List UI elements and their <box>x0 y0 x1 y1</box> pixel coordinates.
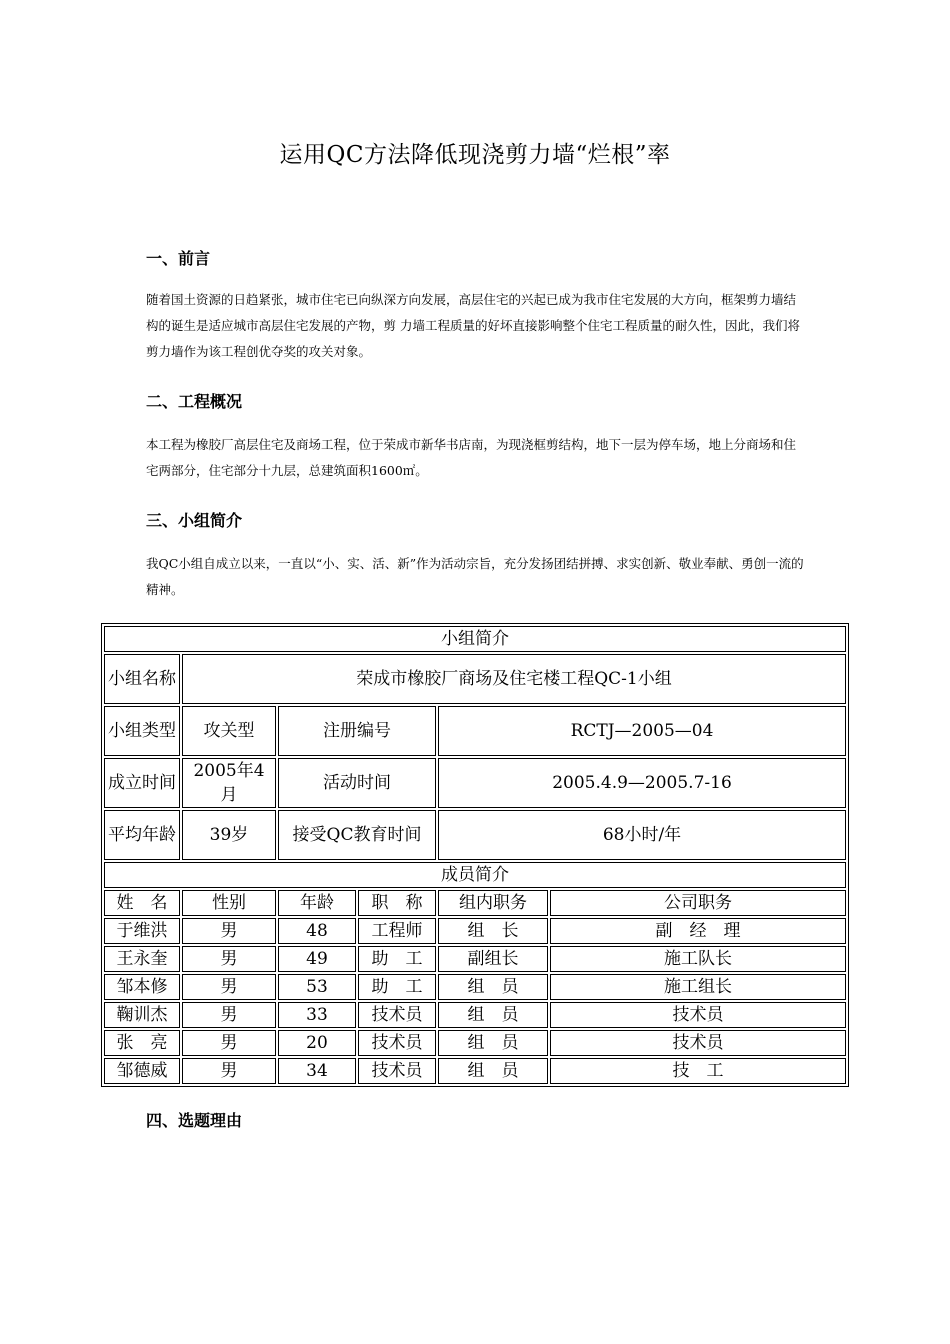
member-age: 49 <box>278 946 356 972</box>
section-heading-topic-rationale: 四、选题理由 <box>146 1111 243 1130</box>
group-name-value: 荣成市橡胶厂商场及住宅楼工程QC-1小组 <box>182 654 846 704</box>
group-type-value: 攻关型 <box>182 706 276 756</box>
column-header: 年龄 <box>278 890 356 916</box>
member-age: 53 <box>278 974 356 1000</box>
member-title: 技术员 <box>358 1002 436 1028</box>
member-name: 鞠训杰 <box>104 1002 180 1028</box>
member-gender: 男 <box>182 918 276 944</box>
member-company-role: 施工组长 <box>550 974 846 1000</box>
member-group-role: 副组长 <box>438 946 548 972</box>
member-gender: 男 <box>182 1058 276 1084</box>
group-type-label: 小组类型 <box>104 706 180 756</box>
average-age-label: 平均年龄 <box>104 810 180 860</box>
section-heading-preface: 一、前言 <box>146 249 211 268</box>
member-company-role: 施工队长 <box>550 946 846 972</box>
member-title: 技术员 <box>358 1058 436 1084</box>
column-header: 性别 <box>182 890 276 916</box>
table-row <box>104 1002 846 1028</box>
activity-period-label: 活动时间 <box>278 758 436 808</box>
member-age: 34 <box>278 1058 356 1084</box>
member-age: 20 <box>278 1030 356 1056</box>
member-gender: 男 <box>182 1002 276 1028</box>
column-header: 姓 名 <box>104 890 180 916</box>
table-caption: 小组简介 <box>104 626 846 652</box>
activity-period-value: 2005.4.9—2005.7-16 <box>438 758 846 808</box>
member-company-role: 技 工 <box>550 1058 846 1084</box>
member-group-role: 组 员 <box>438 1030 548 1056</box>
member-company-role: 副 经 理 <box>550 918 846 944</box>
column-header: 公司职务 <box>550 890 846 916</box>
registration-number-value: RCTJ—2005—04 <box>438 706 846 756</box>
member-group-role: 组 员 <box>438 1058 548 1084</box>
member-group-role: 组 长 <box>438 918 548 944</box>
member-company-role: 技术员 <box>550 1030 846 1056</box>
column-header: 职 称 <box>358 890 436 916</box>
document-title: 运用QC方法降低现浇剪力墙“烂根”率 <box>279 142 671 168</box>
column-header: 组内职务 <box>438 890 548 916</box>
registration-number-label: 注册编号 <box>278 706 436 756</box>
member-age: 48 <box>278 918 356 944</box>
qc-training-label: 接受QC教育时间 <box>278 810 436 860</box>
founded-date-label: 成立时间 <box>104 758 180 808</box>
member-name: 邹本修 <box>104 974 180 1000</box>
table-row <box>104 1030 846 1056</box>
members-header-row <box>104 890 846 916</box>
member-gender: 男 <box>182 974 276 1000</box>
founded-date-value: 2005年4月 <box>182 758 276 808</box>
group-intro-paragraph: 我QC小组自成立以来，一直以“小、实、活、新”作为活动宗旨，充分发扬团结拼搏、求实创新、敬业奉献、勇创一流的精神。 <box>146 556 804 597</box>
member-name: 王永奎 <box>104 946 180 972</box>
member-age: 33 <box>278 1002 356 1028</box>
section-heading-group-intro: 三、小组简介 <box>146 511 243 530</box>
members-caption: 成员简介 <box>104 862 846 888</box>
member-company-role: 技术员 <box>550 1002 846 1028</box>
member-name: 于维洪 <box>104 918 180 944</box>
group-name-label: 小组名称 <box>104 654 180 704</box>
member-group-role: 组 员 <box>438 1002 548 1028</box>
member-name: 邹德威 <box>104 1058 180 1084</box>
section-heading-project-overview: 二、工程概况 <box>146 392 243 411</box>
average-age-value: 39岁 <box>182 810 276 860</box>
project-overview-paragraph: 本工程为橡胶厂高层住宅及商场工程，位于荣成市新华书店南，为现浇框剪结构，地下一层为停车场，地上分商场和住宅两部分，住宅部分十九层，总建筑面积1600㎡。 <box>146 437 797 478</box>
table-row <box>104 918 846 944</box>
qc-training-value: 68小时/年 <box>438 810 846 860</box>
member-title: 助 工 <box>358 974 436 1000</box>
preface-paragraph: 随着国土资源的日趋紧张，城市住宅已向纵深方向发展，高层住宅的兴起已成为我市住宅发展的大方向，框架剪力墙结构的诞生是适应城市高层住宅发展的产物，剪 力墙工程质量的好坏直接影响整个住宅工程质量的耐久性，因此，我们将剪力墙作为该工程创优夺奖的攻关对象。 <box>146 292 800 359</box>
member-title: 助 工 <box>358 946 436 972</box>
table-row <box>104 1058 846 1084</box>
member-name: 张 亮 <box>104 1030 180 1056</box>
member-title: 技术员 <box>358 1030 436 1056</box>
member-title: 工程师 <box>358 918 436 944</box>
table-row <box>104 946 846 972</box>
member-gender: 男 <box>182 946 276 972</box>
member-group-role: 组 员 <box>438 974 548 1000</box>
group-profile-table <box>101 623 849 1087</box>
table-row <box>104 974 846 1000</box>
member-gender: 男 <box>182 1030 276 1056</box>
